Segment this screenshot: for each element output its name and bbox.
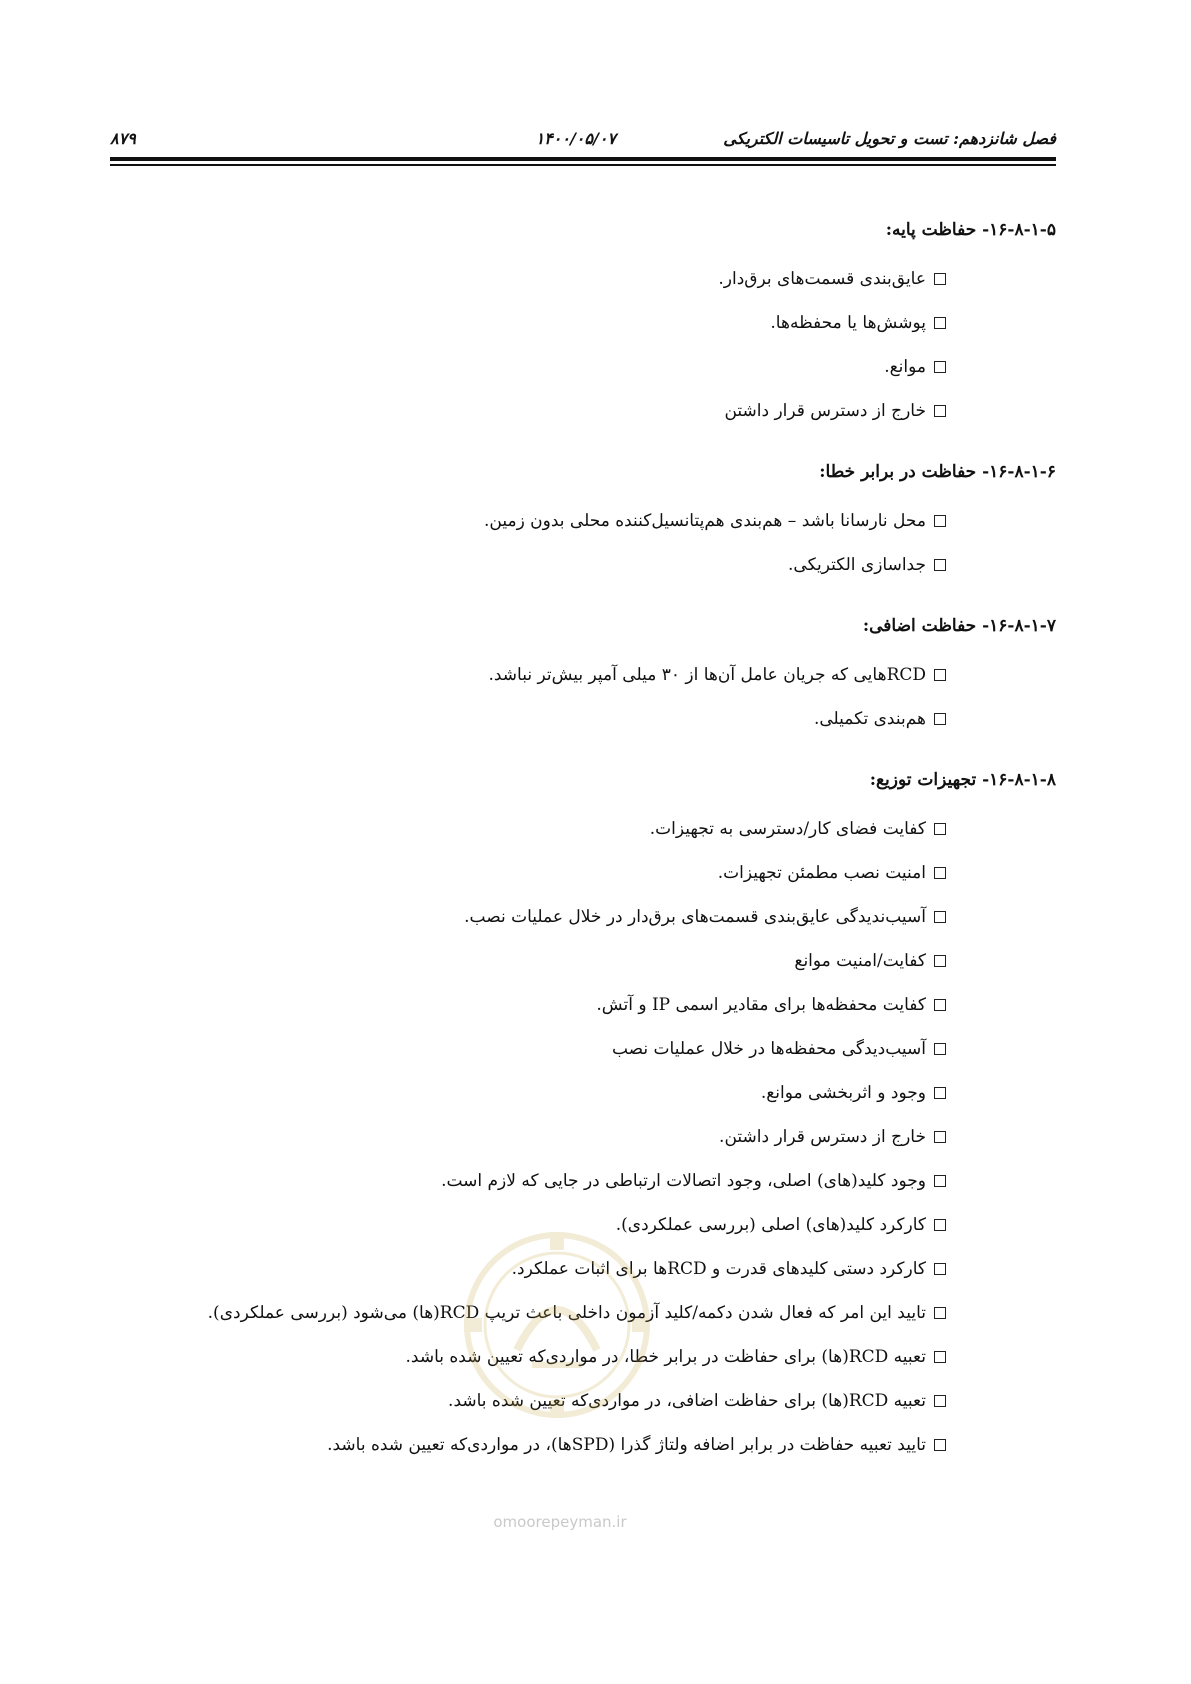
checkbox-icon <box>934 1043 946 1055</box>
checklist-item-text: امنیت نصب مطمئن تجهیزات. <box>717 863 926 883</box>
checklist-item-text: تعبیه RCD(ها) برای حفاظت اضافی، در مواردی‌که تعیین شده باشد. <box>448 1391 926 1411</box>
watermark-text: omoorepeyman.ir <box>493 1513 627 1531</box>
checklist-item-text: هم‌بندی تکمیلی. <box>813 709 926 729</box>
checklist-item-text: تایید تعبیه حفاظت در برابر اضافه ولتاژ گذرا (SPDها)، در مواردی‌که تعیین شده باشد. <box>327 1435 926 1455</box>
checklist <box>110 499 1056 587</box>
checklist-item <box>110 939 946 983</box>
checklist-item <box>110 697 946 741</box>
section-fault-protection <box>110 457 1056 587</box>
checklist-item-text: وجود و اثربخشی موانع. <box>760 1083 926 1103</box>
page-number: ۸۷۹ <box>110 129 136 148</box>
checkbox-icon <box>934 515 946 527</box>
checklist-item-text: جداسازی الکتریکی. <box>788 555 926 575</box>
checklist-item <box>110 1115 946 1159</box>
checklist-item-text: کارکرد کلید(های) اصلی (بررسی عملکردی). <box>615 1215 926 1235</box>
checklist-item-text: وجود کلید(های) اصلی، وجود اتصالات ارتباطی در جایی که لازم است. <box>441 1171 926 1191</box>
checklist-item <box>110 1159 946 1203</box>
checklist-item-text: خارج از دسترس قرار داشتن <box>724 401 926 421</box>
checklist-item-text: پوشش‌ها یا محفظه‌ها. <box>770 313 926 333</box>
checkbox-icon <box>934 1219 946 1231</box>
checkbox-icon <box>934 317 946 329</box>
checklist-item <box>110 301 946 345</box>
checkbox-icon <box>934 1175 946 1187</box>
checkbox-icon <box>934 867 946 879</box>
checkbox-icon <box>934 713 946 725</box>
section-additional-protection <box>110 611 1056 741</box>
section-heading: ۱۶-۸-۱-۵- حفاظت پایه: <box>885 220 1056 240</box>
header-rule-thin <box>110 164 1056 166</box>
logo-watermark-icon <box>462 1230 652 1420</box>
section-heading: ۱۶-۸-۱-۶- حفاظت در برابر خطا: <box>819 462 1056 482</box>
checklist-item-text: آسیب‌دیدگی محفظه‌ها در خلال عملیات نصب <box>611 1039 926 1059</box>
checklist <box>110 257 1056 433</box>
checklist-item-text: تعبیه RCD(ها) برای حفاظت در برابر خطا، در مواردی‌که تعیین شده باشد. <box>405 1347 926 1367</box>
header-date: ۱۴۰۰/۰۵/۰۷ <box>535 129 616 148</box>
checklist-item-text: محل نارسانا باشد – هم‌بندی هم‌پتانسیل‌کننده محلی بدون زمین. <box>483 511 926 531</box>
checkbox-icon <box>934 273 946 285</box>
section-heading: ۱۶-۸-۱-۸- تجهیزات توزیع: <box>869 770 1056 790</box>
checklist-item <box>110 1071 946 1115</box>
checkbox-icon <box>934 361 946 373</box>
checklist-item-text: کفایت/امنیت موانع <box>794 951 926 971</box>
checklist-item <box>110 499 946 543</box>
checklist-item <box>110 257 946 301</box>
checklist <box>110 653 1056 741</box>
checklist-item-text: کفایت محفظه‌ها برای مقادیر اسمی IP و آتش. <box>596 995 926 1015</box>
checklist-item <box>110 851 946 895</box>
checklist-item <box>110 983 946 1027</box>
checklist-item-text: کارکرد دستی کلیدهای قدرت و RCDها برای اثبات عملکرد. <box>511 1259 926 1279</box>
checkbox-icon <box>934 955 946 967</box>
checklist-item <box>110 807 946 851</box>
checkbox-icon <box>934 1439 946 1451</box>
checkbox-icon <box>934 559 946 571</box>
section-basic-protection <box>110 215 1056 433</box>
checklist-item-text: تایید این امر که فعال شدن دکمه/کلید آزمون داخلی باعث تریپ RCD(ها) می‌شود (بررسی عملکردی). <box>207 1303 926 1323</box>
checkbox-icon <box>934 911 946 923</box>
checkbox-icon <box>934 823 946 835</box>
header-rule-thick <box>110 157 1056 161</box>
checklist-item <box>110 1027 946 1071</box>
checklist-item-text: موانع. <box>884 357 926 377</box>
checklist-item-text: کفایت فضای کار/دسترسی به تجهیزات. <box>649 819 926 839</box>
checklist-item-text: RCDهایی که جریان عامل آن‌ها از ۳۰ میلی آمپر بیش‌تر نباشد. <box>488 665 926 685</box>
checklist-item-text: خارج از دسترس قرار داشتن. <box>719 1127 926 1147</box>
checkbox-icon <box>934 1087 946 1099</box>
checklist-item <box>110 653 946 697</box>
section-heading: ۱۶-۸-۱-۷- حفاظت اضافی: <box>862 616 1056 636</box>
checklist-item-text: عایق‌بندی قسمت‌های برق‌دار. <box>718 269 926 289</box>
checkbox-icon <box>934 999 946 1011</box>
checkbox-icon <box>934 1395 946 1407</box>
checklist-item <box>110 895 946 939</box>
checkbox-icon <box>934 1263 946 1275</box>
checkbox-icon <box>934 1307 946 1319</box>
checkbox-icon <box>934 1351 946 1363</box>
checklist-item <box>110 1423 946 1467</box>
checkbox-icon <box>934 1131 946 1143</box>
checkbox-icon <box>934 405 946 417</box>
checklist-item <box>110 543 946 587</box>
checklist-item <box>110 345 946 389</box>
chapter-title: فصل شانزدهم: تست و تحویل تاسیسات الکتریکی <box>723 129 1056 148</box>
checkbox-icon <box>934 669 946 681</box>
checklist-item-text: آسیب‌ندیدگی عایق‌بندی قسمت‌های برق‌دار در خلال عملیات نصب. <box>464 907 926 927</box>
checklist-item <box>110 389 946 433</box>
